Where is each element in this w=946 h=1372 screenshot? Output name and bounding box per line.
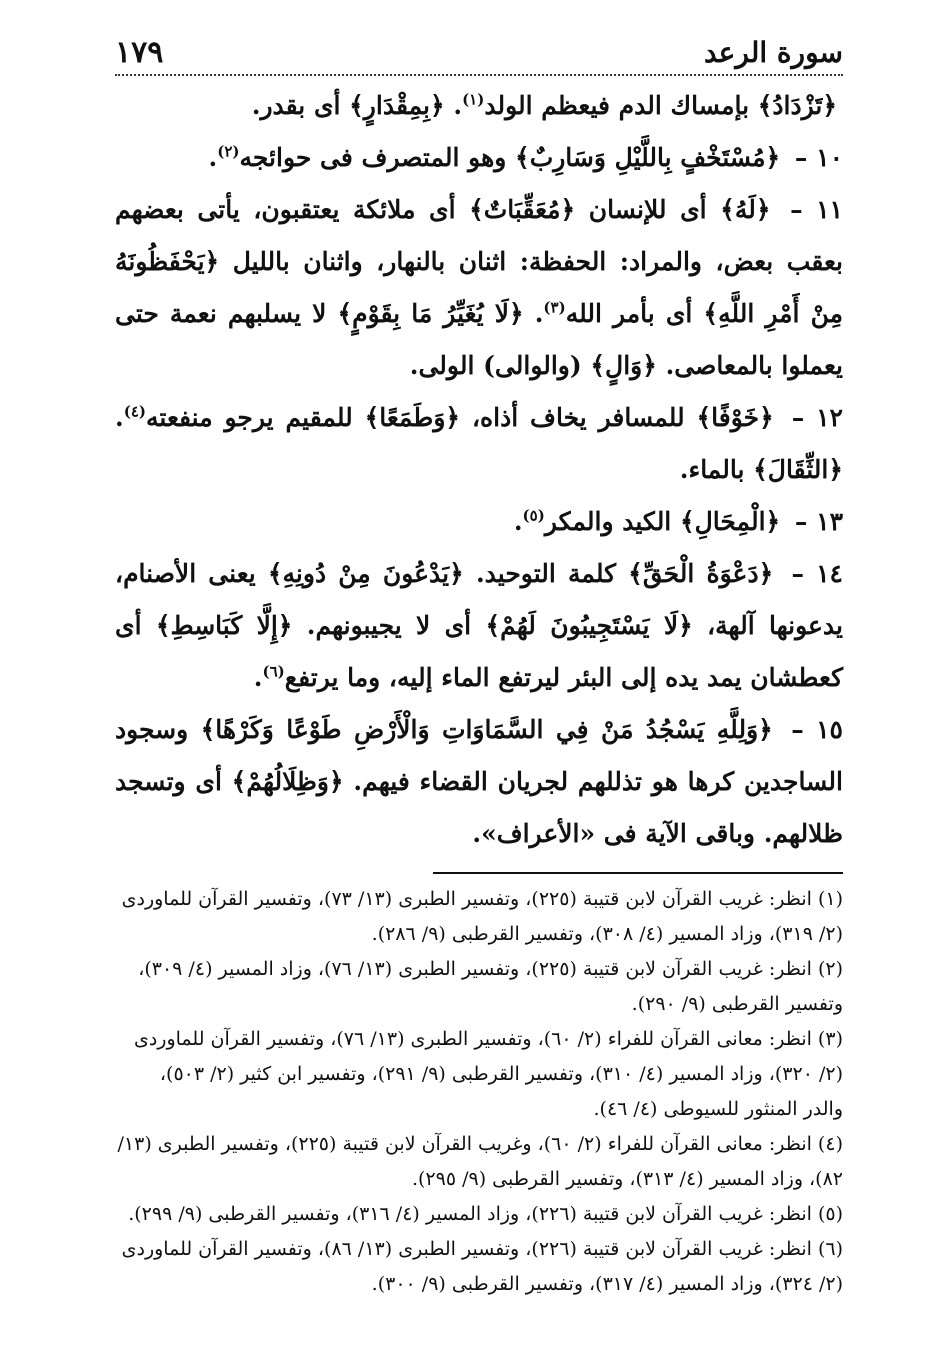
paragraph-text: ﴿دَعْوَةُ الْحَقِّ﴾ كلمة التوحيد. ﴿يَدْعُونَ مِنْ دُونِهِ﴾ يعنى الأصنام، يدعونها آلهة، ﴿لَا يَسْتَجِيبُونَ لَهُمْ﴾ أى لا يجيبونهم. ﴿إِلَّا كَبَاسِطِ﴾ أى كعطشان يمد يده إلى البئر ليرتفع الماء إليه، وما يرتفع xyxy=(115,559,843,692)
verse-number: ١٥ – xyxy=(791,715,843,744)
paragraph-text: ﴿تَزْدَادُ﴾ بإمساك الدم فيعظم الولد xyxy=(484,91,837,120)
paragraph-tail: . ﴿بِمِقْدَارٍ﴾ أى بقدر. xyxy=(251,91,463,120)
commentary-paragraph xyxy=(115,548,843,704)
paragraph-text: ﴿الْمِحَالِ﴾ الكيد والمكر xyxy=(544,507,781,536)
page-header xyxy=(115,30,843,76)
footnote-divider xyxy=(433,872,843,874)
commentary-text xyxy=(115,80,843,860)
book-page xyxy=(115,30,843,1302)
footnote-ref: (٢) xyxy=(217,142,240,161)
verse-number: ١٤ – xyxy=(791,559,843,588)
verse-number: ١٠ – xyxy=(794,143,843,172)
commentary-paragraph xyxy=(115,496,843,548)
footnote: (٣) انظر: معانى القرآن للفراء (٢/ ٦٠)، وتفسير الطبرى (١٣/ ٧٦)، وتفسير القرآن للماوردى (٢/ ٣٢٠)، وزاد المسير (٤/ ٣١٠)، وتفسير القرطبى (٩/ ٢٩١)، وتفسير ابن كثير (٢/ ٥٠٣)، والدر المنثور للسيوطى (٤/ ٤٦). xyxy=(133,1028,843,1120)
paragraph-text: ﴿مُسْتَخْفٍ بِاللَّيْلِ وَسَارِبٌ﴾ وهو المتصرف فى حوائجه xyxy=(239,143,781,172)
paragraph-tail: . ﴿الثِّقَالَ﴾ بالماء. xyxy=(115,403,843,484)
paragraph-tail: . xyxy=(513,507,523,536)
footnote: (٢) انظر: غريب القرآن لابن قتيبة (٢٢٥)، وتفسير الطبرى (١٣/ ٧٦)، وزاد المسير (٤/ ٣٠٩)، وتفسير القرطبى (٩/ ٢٩٠). xyxy=(138,958,843,1015)
footnote-ref: (٤) xyxy=(123,402,146,421)
footnote-ref: (٣) xyxy=(543,298,566,317)
paragraph-tail: . xyxy=(208,143,218,172)
verse-number: ١١ – xyxy=(790,195,843,224)
footnotes xyxy=(115,882,843,1302)
verse-number: ١٢ – xyxy=(791,403,843,432)
footnote: (٦) انظر: غريب القرآن لابن قتيبة (٢٢٦)، وتفسير الطبرى (١٣/ ٨٦)، وتفسير القرآن للماوردى (٢/ ٣٢٤)، وزاد المسير (٤/ ٣١٧)، وتفسير القرطبى (٩/ ٣٠٠). xyxy=(121,1238,843,1295)
page-number: ١٧٩ xyxy=(115,34,164,70)
surah-title: سورة الرعد xyxy=(703,35,843,69)
footnote-ref: (١) xyxy=(462,90,485,109)
commentary-paragraph xyxy=(115,704,843,860)
commentary-paragraph xyxy=(115,80,843,132)
commentary-paragraph xyxy=(115,392,843,496)
footnote: (٤) انظر: معانى القرآن للفراء (٢/ ٦٠)، وغريب القرآن لابن قتيبة (٢٢٥)، وتفسير الطبرى (١٣/ ٨٢)، وزاد المسير (٤/ ٣١٣)، وتفسير القرطبى (٩/ ٢٩٥). xyxy=(117,1133,843,1190)
footnote-ref: (٦) xyxy=(262,662,285,681)
paragraph-text: ﴿خَوْفًا﴾ للمسافر يخاف أذاه، ﴿وَطَمَعًا﴾ للمقيم يرجو منفعته xyxy=(146,403,774,432)
paragraph-tail: . ﴿لَا يُغَيِّرُ مَا بِقَوْمٍ﴾ لا يسلبهم نعمة حتى يعملوا بالمعاصى. ﴿وَالٍ﴾ (والوالى) الولى. xyxy=(115,299,843,380)
footnote-ref: (٥) xyxy=(522,506,545,525)
verse-number: ١٣ – xyxy=(794,507,843,536)
paragraph-tail: . xyxy=(253,663,263,692)
footnote: (١) انظر: غريب القرآن لابن قتيبة (٢٢٥)، وتفسير الطبرى (١٣/ ٧٣)، وتفسير القرآن للماوردى (٢/ ٣١٩)، وزاد المسير (٤/ ٣٠٨)، وتفسير القرطبى (٩/ ٢٨٦). xyxy=(121,888,843,945)
paragraph-text: ﴿وَلِلَّهِ يَسْجُدُ مَنْ فِي السَّمَاوَاتِ وَالْأَرْضِ طَوْعًا وَكَرْهًا﴾ وسجود الساجدين كرها هو تذللهم لجريان القضاء فيهم. ﴿وَظِلَالُهُمْ﴾ أى وتسجد ظلالهم. وباقى الآية فى «الأعراف». xyxy=(115,715,843,848)
paragraph-text: ﴿لَهُ﴾ أى للإنسان ﴿مُعَقِّبَاتٌ﴾ أى ملائكة يعتقبون، يأتى بعضهم بعقب بعض، والمراد: الحفظة: اثنان بالنهار، واثنان بالليل ﴿يَحْفَظُونَهُ مِنْ أَمْرِ اللَّهِ﴾ أى بأمر الله xyxy=(115,195,843,328)
commentary-paragraph xyxy=(115,184,843,392)
footnote: (٥) انظر: غريب القرآن لابن قتيبة (٢٢٦)، وزاد المسير (٤/ ٣١٦)، وتفسير القرطبى (٩/ ٢٩٩). xyxy=(128,1203,843,1225)
commentary-paragraph xyxy=(115,132,843,184)
